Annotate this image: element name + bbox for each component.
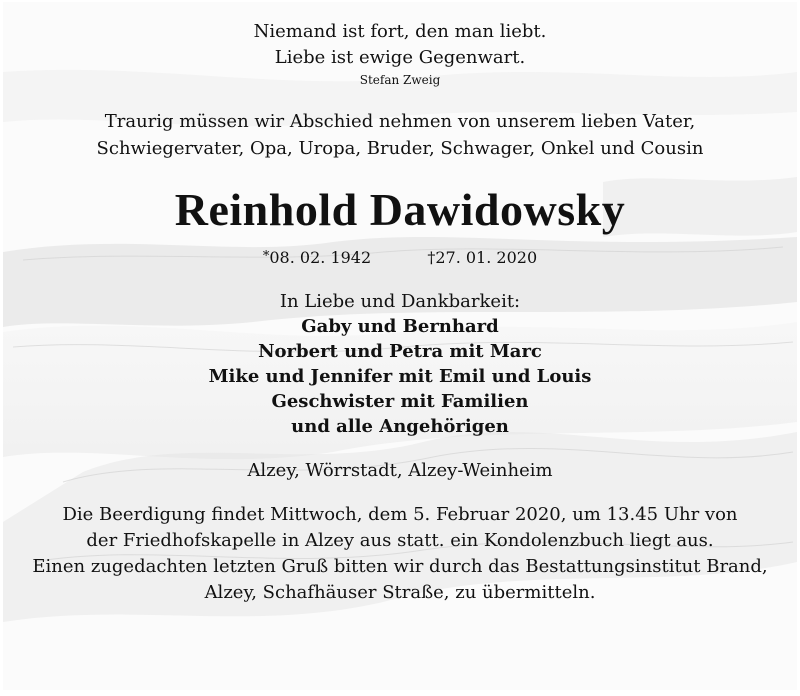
intro-line-1: Traurig müssen wir Abschied nehmen von unserem lieben Vater,	[104, 111, 696, 132]
mourner-line: und alle Angehörigen	[291, 416, 509, 437]
quote	[3, 2, 797, 71]
birth-date-group	[263, 246, 371, 269]
mourners-heading: In Liebe und Dankbarkeit:	[279, 291, 521, 312]
funeral-details	[3, 502, 797, 606]
places: Alzey, Wörrstadt, Alzey-Weinheim	[247, 460, 553, 481]
funeral-line-1: Die Beerdigung findet Mittwoch, dem 5. Februar 2020, um 13.45 Uhr von	[62, 504, 738, 525]
obituary-notice	[3, 2, 797, 690]
death-date-group	[427, 247, 537, 269]
intro-line-2: Schwiegervater, Opa, Uropa, Bruder, Schwager, Onkel und Cousin	[96, 138, 704, 159]
quote-author: Stefan Zweig	[359, 73, 441, 87]
death-date: 27. 01. 2020	[435, 248, 538, 267]
mourners-block	[3, 289, 797, 439]
funeral-line-3: Einen zugedachten letzten Gruß bitten wir durch das Bestattungsinstitut Brand,	[32, 556, 768, 577]
life-dates	[3, 246, 797, 269]
mourner-line: Gaby und Bernhard	[301, 316, 499, 337]
quote-line-1: Niemand ist fort, den man liebt.	[253, 21, 547, 42]
mourner-line: Mike und Jennifer mit Emil und Louis	[208, 366, 592, 387]
mourner-line: Geschwister mit Familien	[271, 391, 529, 412]
cross-symbol: †	[427, 248, 436, 267]
deceased-name: Reinhold Dawidowsky	[174, 184, 626, 235]
intro-text	[3, 108, 797, 162]
birth-symbol: *	[262, 249, 270, 264]
birth-date: 08. 02. 1942	[269, 248, 372, 267]
quote-line-2: Liebe ist ewige Gegenwart.	[274, 47, 526, 68]
funeral-line-4: Alzey, Schafhäuser Straße, zu übermitteln.	[204, 582, 596, 603]
funeral-line-2: der Friedhofskapelle in Alzey aus statt. ein Kondolenzbuch liegt aus.	[86, 530, 714, 551]
mourner-line: Norbert und Petra mit Marc	[258, 341, 542, 362]
